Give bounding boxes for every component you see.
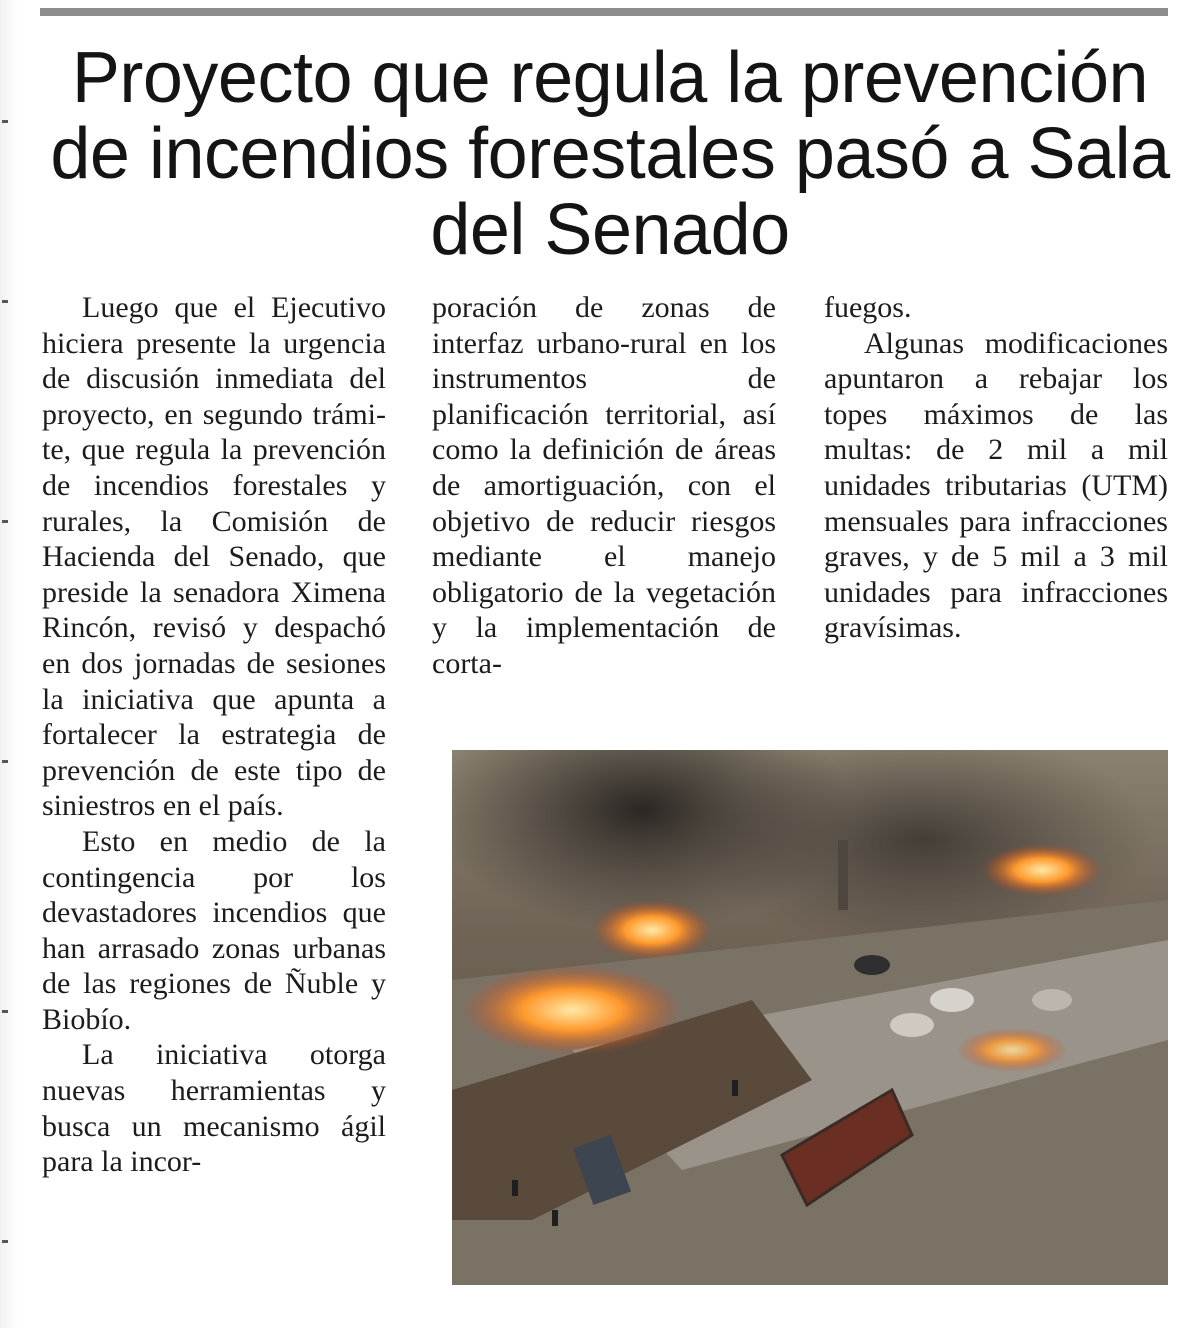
paragraph: Algunas modificaciones apuntaron a rebajar los topes máximos de las multas: de 2 mil a mil unidades tributarias (UTM) mensuales para infracciones graves, y de 5 mil a 3 mil unidades para infracciones gravísimas. — [824, 326, 1168, 645]
article-column-1 — [42, 290, 386, 1180]
person — [512, 1180, 518, 1196]
wildfire-photo — [452, 750, 1168, 1285]
paragraph: Luego que el Ejecutivo hiciera presente la urgencia de discusión inmediata del proyecto, en segundo trámite, que regula la prevención de incendios forestales y rurales, la Comisión de Hacienda del Senado, que preside la senadora Ximena Rincón, revisó y despachó en dos jornadas de sesiones la iniciativa que apunta a fortalecer la estrategia de prevención de este tipo de siniestros en el país. — [42, 291, 386, 823]
fire-flames — [462, 965, 682, 1055]
person — [552, 1210, 558, 1226]
gutter-mark — [2, 1010, 8, 1013]
fire-flames — [957, 1028, 1067, 1072]
car — [930, 988, 974, 1012]
car — [890, 1013, 934, 1037]
page-gutter — [0, 0, 18, 1328]
car — [1032, 989, 1072, 1011]
section-rule — [40, 8, 1168, 16]
person — [732, 1080, 738, 1096]
gutter-mark — [2, 760, 8, 763]
paragraph: fuegos. — [824, 291, 912, 324]
utility-pole — [838, 840, 848, 910]
gutter-mark — [2, 520, 8, 523]
article-column-2 — [432, 290, 776, 682]
gutter-mark — [2, 300, 8, 303]
article-column-3 — [824, 290, 1168, 646]
article-headline: Proyecto que regula la prevención de incendios forestales pasó a Sala del Senado — [50, 38, 1170, 270]
gutter-mark — [2, 120, 8, 123]
paragraph: poración de zonas de interfaz urbano-rural en los instrumentos de planificación territorial, así como la definición de áreas de amortiguación, con el objetivo de reducir riesgos mediante el manejo obligatorio de la vegetación y la implementación de corta- — [432, 291, 776, 680]
fire-flames — [592, 900, 712, 960]
wildfire-illustration — [452, 750, 1168, 1285]
paragraph: La iniciativa otorga nuevas herramientas y busca un mecanismo ágil para la incor- — [42, 1038, 386, 1179]
fire-flames — [982, 844, 1102, 896]
car — [854, 955, 890, 975]
gutter-mark — [2, 1240, 8, 1243]
paragraph: Esto en medio de la contingencia por los devastadores incendios que han arrasado zonas urbanas de las regiones de Ñuble y Biobío. — [42, 824, 386, 1036]
